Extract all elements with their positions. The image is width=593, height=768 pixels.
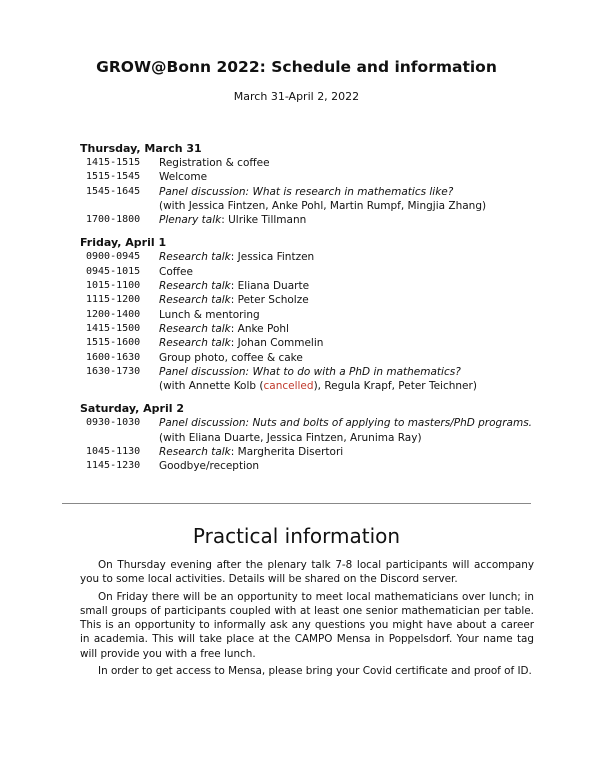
schedule-row (80, 293, 520, 307)
schedule-row (80, 156, 520, 170)
practical-info-body (80, 558, 534, 681)
schedule-day (80, 236, 520, 393)
entry-description (159, 213, 520, 227)
entry-description (159, 336, 520, 350)
schedule-row (80, 416, 533, 430)
schedule-row (80, 351, 520, 365)
entry-time (80, 379, 159, 393)
entry-description (159, 308, 520, 322)
entry-description (159, 265, 520, 279)
section-divider (62, 503, 531, 504)
entry-description (159, 445, 520, 459)
schedule-row (80, 308, 520, 322)
day-title: Friday, April 1 (80, 236, 167, 250)
entry-time: 1600-1630 (86, 351, 141, 363)
entry-description (159, 279, 520, 293)
entry-description (159, 199, 520, 213)
entry-description (159, 431, 520, 445)
entry-description (159, 379, 520, 393)
practical-info-title: Practical information (192, 524, 401, 548)
entry-text: Coffee (159, 265, 193, 278)
entry-text: : Ulrike Tillmann (221, 214, 307, 227)
schedule-row (80, 265, 520, 279)
entry-kind: Research talk (159, 251, 231, 264)
entry-kind: Research talk (159, 322, 231, 335)
entry-description (159, 170, 520, 184)
entry-description (159, 365, 520, 379)
schedule-day (80, 402, 533, 473)
entry-text: Registration & coffee (159, 157, 270, 169)
entry-topic: What to do with a PhD in mathematics? (252, 365, 461, 378)
entry-time: 1015-1100 (86, 280, 141, 292)
entry-time: 1415-1515 (86, 157, 141, 168)
entry-time: 0945-1015 (86, 265, 141, 277)
entry-kind: Research talk (159, 337, 231, 350)
entry-time: 1145-1230 (86, 460, 141, 472)
schedule-row (80, 379, 520, 393)
schedule-row (80, 431, 520, 445)
entry-time: 0900-0945 (86, 251, 141, 263)
info-paragraph: On Thursday evening after the plenary talk 7-8 local participants will accompany you to some local activities. Details will be shared on the Discord server. (80, 559, 534, 586)
entry-description (159, 351, 520, 365)
entry-kind: Plenary talk (159, 214, 222, 227)
schedule-row (80, 445, 520, 459)
entry-text: Welcome (159, 171, 208, 184)
schedule-row (80, 322, 520, 336)
entry-text: Lunch & mentoring (159, 308, 260, 321)
schedule-row (80, 336, 520, 350)
entry-text: (with Annette Kolb ( (159, 380, 264, 393)
info-paragraph: In order to get access to Mensa, please bring your Covid certificate and proof of ID. (98, 665, 532, 678)
entry-description (159, 293, 520, 307)
entry-time: 1415-1500 (86, 322, 141, 334)
schedule-day (80, 142, 520, 227)
entry-description (159, 156, 520, 170)
entry-text: : Peter Scholze (230, 294, 309, 307)
cancelled-label: cancelled (263, 380, 314, 393)
entry-time: 1545-1645 (86, 185, 141, 197)
entry-text: : Margherita Disertori (230, 446, 344, 459)
schedule-row (80, 459, 520, 473)
entry-text: (with Jessica Fintzen, Anke Pohl, Martin Rumpf, Mingjia Zhang) (159, 199, 487, 212)
page-title: GROW@Bonn 2022: Schedule and information (96, 58, 497, 76)
entry-text-after: ), Regula Krapf, Peter Teichner) (313, 380, 477, 393)
schedule-row (80, 199, 520, 213)
schedule-row (80, 250, 520, 264)
entry-time: 0930-1030 (86, 417, 141, 429)
entry-description (159, 250, 520, 264)
entry-text: : Eliana Duarte (230, 280, 310, 293)
entry-time: 1115-1200 (86, 294, 141, 306)
entry-kind: Research talk (159, 446, 231, 459)
entry-description (159, 322, 520, 336)
entry-text: Goodbye/reception (159, 460, 260, 473)
entry-topic: Nuts and bolts of applying to masters/PhD programs. (252, 417, 533, 430)
day-title: Saturday, April 2 (80, 402, 184, 416)
event-dates: March 31-April 2, 2022 (233, 90, 360, 103)
schedule (80, 142, 533, 483)
entry-kind: Panel discussion: (159, 417, 253, 430)
entry-time (80, 431, 159, 445)
entry-text: (with Eliana Duarte, Jessica Fintzen, Arunima Ray) (159, 431, 422, 444)
schedule-row (80, 170, 520, 184)
schedule-row (80, 365, 520, 379)
entry-topic: What is research in mathematics like? (252, 185, 454, 198)
entry-kind: Panel discussion: (159, 185, 253, 198)
entry-text: : Johan Commelin (230, 337, 324, 350)
entry-text: : Anke Pohl (230, 322, 289, 335)
entry-text: : Jessica Fintzen (230, 251, 315, 264)
schedule-row (80, 213, 520, 227)
entry-time: 1200-1400 (86, 308, 141, 320)
info-paragraph: On Friday there will be an opportunity to meet local mathematicians over lunch; in small groups of participants coupled with at least one senior mathematician per table. This is an opportunity to informally ask any questions you might have about a career in academia. This will take place at the CAMPO Mensa in Poppelsdorf. Your name tag will provide you with a free lunch. (80, 590, 534, 660)
schedule-row (80, 185, 520, 199)
entry-kind: Research talk (159, 294, 231, 307)
entry-time (80, 199, 159, 213)
entry-description (159, 459, 520, 473)
entry-time: 1700-1800 (86, 214, 141, 226)
entry-time: 1515-1600 (86, 337, 141, 349)
entry-kind: Panel discussion: (159, 365, 253, 378)
entry-description (159, 416, 532, 430)
entry-kind: Research talk (159, 280, 231, 293)
entry-text: Group photo, coffee & cake (159, 351, 303, 364)
entry-time: 1515-1545 (86, 171, 141, 183)
schedule-row (80, 279, 520, 293)
entry-description (159, 185, 520, 199)
entry-time: 1045-1130 (86, 446, 141, 458)
day-title: Thursday, March 31 (80, 142, 202, 155)
entry-time: 1630-1730 (86, 365, 141, 377)
